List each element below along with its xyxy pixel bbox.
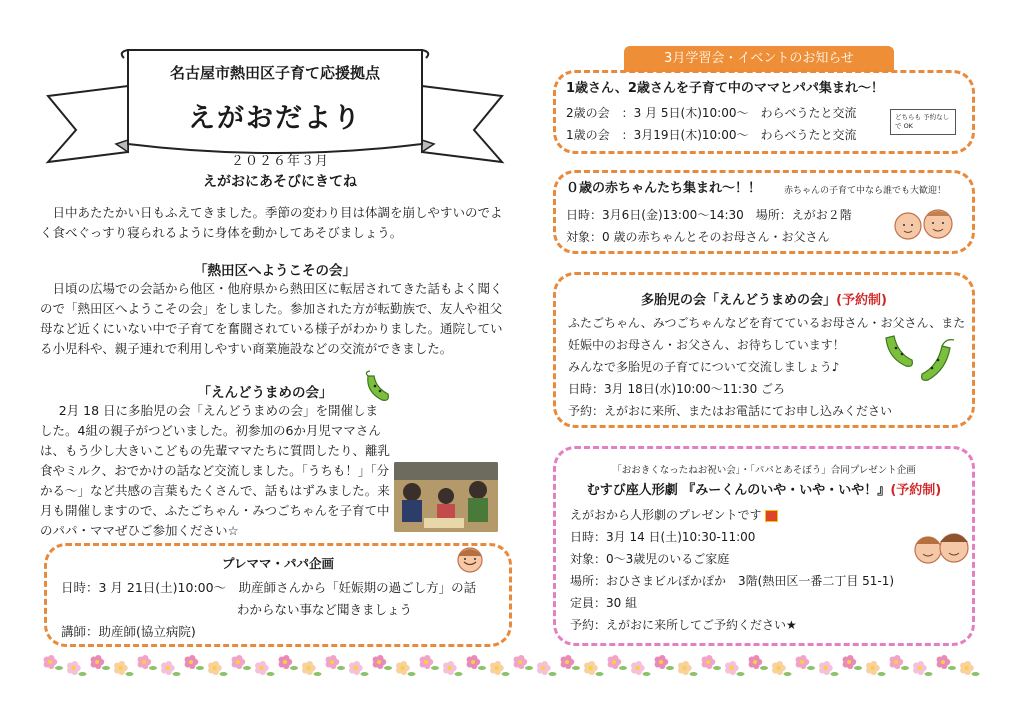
puppet-show-reservation: 予約：えがおに来所してご予約ください★ — [570, 618, 797, 632]
two-year-session: 2歳の会 ：3 月 5日(木)10:00～ わらべうたと交流 — [566, 106, 857, 120]
section-body-endoumame: 2月 18 日に多胎児の会「えんどうまめの会」を開催しました。4組の親子がつどいました。初参加の6か月児ママさんは、もう少し大きいこどもの先輩ママたちに質問したり、離乳食やミルク、おでかけの話など交流しました。「うちも！」「分かる～」など共感の言葉もたくさんで、話もはずみました。来月も開催しますので、ふたごちゃん・みつごちゃんを子育て中のパパ・ママぜひご参加ください☆ — [40, 403, 391, 538]
flower-border — [40, 650, 980, 680]
flower-icon — [772, 661, 791, 676]
kids-icon — [908, 522, 974, 568]
flower-icon — [890, 655, 909, 670]
flower-icon — [443, 661, 462, 676]
flower-icon — [796, 655, 815, 670]
twins-event-line2: 妊娠中のお母さん・お父さん、お待ちしています！ — [568, 338, 845, 352]
flower-icon — [960, 661, 979, 676]
plemama-title: プレママ・パパ企画 — [221, 556, 334, 571]
flower-icon — [561, 655, 580, 670]
twins-reserve-tag: (予約制) — [836, 293, 887, 308]
section-heading-welcome: 「熱田区へようこその会」 — [194, 263, 356, 279]
flower-icon — [937, 655, 956, 670]
flower-icon — [326, 655, 345, 670]
one-year-session: 1歳の会 ：3月19日(木)10:00～ わらべうたと交流 — [566, 128, 857, 142]
plemama-lecturer: 講師：助産師(協立病院) — [61, 624, 196, 639]
puppet-reserve-tag: (予約制) — [890, 483, 942, 498]
twins-event-line3: みんなで多胎児の子育てについて交流しましょう♪ — [568, 360, 840, 374]
flower-icon — [138, 655, 157, 670]
intro-text: 日中あたたかい日もふえてきました。季節の変わり目は体調を崩しやすいのでよく食べぐっすり寝られるように身体を動かしてあそびましょう。 — [40, 205, 503, 240]
baby-event-title: ０歳の赤ちゃんたち集まれ～！！ — [566, 181, 762, 196]
baby-event-subtitle: 赤ちゃんの子育て中なら誰でも大歓迎！ — [784, 186, 947, 196]
flower-icon — [537, 661, 556, 676]
flower-icon — [913, 661, 932, 676]
flower-icon — [396, 661, 415, 676]
newsletter-title: えがおだより — [188, 103, 362, 134]
organization-name: 名古屋市熱田区子育て応援拠点 — [169, 64, 380, 82]
flower-icon — [843, 655, 862, 670]
flower-icon — [514, 655, 533, 670]
pea-icon — [362, 370, 396, 404]
baby-event-target: 対象：0 歳の赤ちゃんとそのお母さん・お父さん — [566, 230, 830, 244]
flower-icon — [725, 661, 744, 676]
puppet-show-intro: えがおから人形劇のプレゼントです — [570, 508, 762, 522]
puppet-show-capacity: 定員：30 組 — [570, 596, 638, 610]
flower-icon — [67, 661, 86, 676]
section-heading-endoumame: 「えんどうまめの会」 — [197, 385, 333, 401]
twins-event-line1: ふたごちゃん、みつごちゃんなどを育てているお母さん・お父さん、また — [568, 316, 966, 330]
flower-icon — [490, 661, 509, 676]
flower-icon — [819, 661, 838, 676]
peas-icon — [880, 330, 960, 386]
twins-event-title-line — [556, 291, 972, 311]
puppet-show-target: 対象：0～3歳児のいるご家庭 — [570, 552, 730, 566]
flower-icon — [678, 661, 697, 676]
flower-icon — [749, 655, 768, 670]
flower-icon — [584, 661, 603, 676]
flower-icon — [373, 655, 392, 670]
puppet-show-intro-line — [570, 505, 778, 525]
flower-icon — [631, 661, 650, 676]
flower-icon — [44, 655, 63, 670]
flower-icon — [467, 655, 486, 670]
puppet-show-subtitle: 「おおきくなったねお祝い会」・「パパとあそぼう」合同プレゼント企画 — [612, 465, 916, 476]
section-body-welcome: 日頃の広場での会話から他区・他府県から熱田区に転居されてきた話もよく聞くので「熱田区へようこその会」をしました。参加された方が転勤族で、友人や祖父母など近くにいない中で子育てを奮闘されている様子がわかりました。通院している小児科や、親子連れで利用しやすい商業施設などの交流ができました。 — [40, 281, 503, 356]
baby-event-date: 日時：3月6日(金)13:00～14:30 場所：えがお２階 — [566, 208, 852, 222]
flower-icon — [702, 655, 721, 670]
flower-icon — [302, 661, 321, 676]
puppet-show-date: 日時：3月 14 日(土)10:30-11:00 — [570, 530, 756, 544]
flower-icon — [232, 655, 251, 670]
flower-icon — [349, 661, 368, 676]
puppet-show-title: むすび座人形劇 『みーくんのいや・いや・いや！』 — [586, 483, 891, 498]
flower-icon — [866, 661, 885, 676]
plemama-description: わからない事など聞きましょう — [237, 602, 413, 617]
flower-icon — [91, 655, 110, 670]
flower-icon — [114, 661, 133, 676]
gift-icon — [765, 510, 778, 522]
flower-icon — [185, 655, 204, 670]
flower-icon — [161, 661, 180, 676]
twins-event-date: 日時：3月 18日(水)10:00～11:30 ごろ — [568, 382, 786, 396]
twins-event-reservation: 予約：えがおに来所、またはお電話にてお申し込みください — [568, 404, 893, 418]
puppet-show-place: 場所：おひさまビルぽかぽか 3階(熱田区一番二丁目 51-1) — [570, 574, 895, 588]
babies-icon — [886, 206, 962, 244]
twins-event-title: 多胎児の会「えんどうまめの会」 — [641, 293, 837, 308]
flower-icon — [608, 655, 627, 670]
event-photo — [394, 462, 498, 532]
issue-date: ２０２６年３月 — [230, 154, 329, 169]
no-reservation-note: どちらも 予約なしで OK — [890, 109, 956, 135]
flower-icon — [420, 655, 439, 670]
flower-icon — [655, 655, 674, 670]
toddler-event-title: 1歳さん、2歳さんを子育て中のママとパパ集まれ～！ — [566, 81, 884, 96]
plemama-box — [44, 543, 512, 647]
flower-icon — [255, 661, 274, 676]
flower-icon — [279, 655, 298, 670]
flower-icon — [208, 661, 227, 676]
plemama-date: 日時：3 月 21日(土)10:00～ 助産師さんから「妊娠期の過ごし方」の話 — [61, 580, 477, 595]
events-tag: 3月学習会・イベントのお知らせ — [624, 46, 894, 72]
smiling-face-icon — [448, 544, 492, 574]
slogan: えがおにあそびにきてね — [203, 174, 357, 190]
puppet-show-title-line — [556, 481, 972, 501]
